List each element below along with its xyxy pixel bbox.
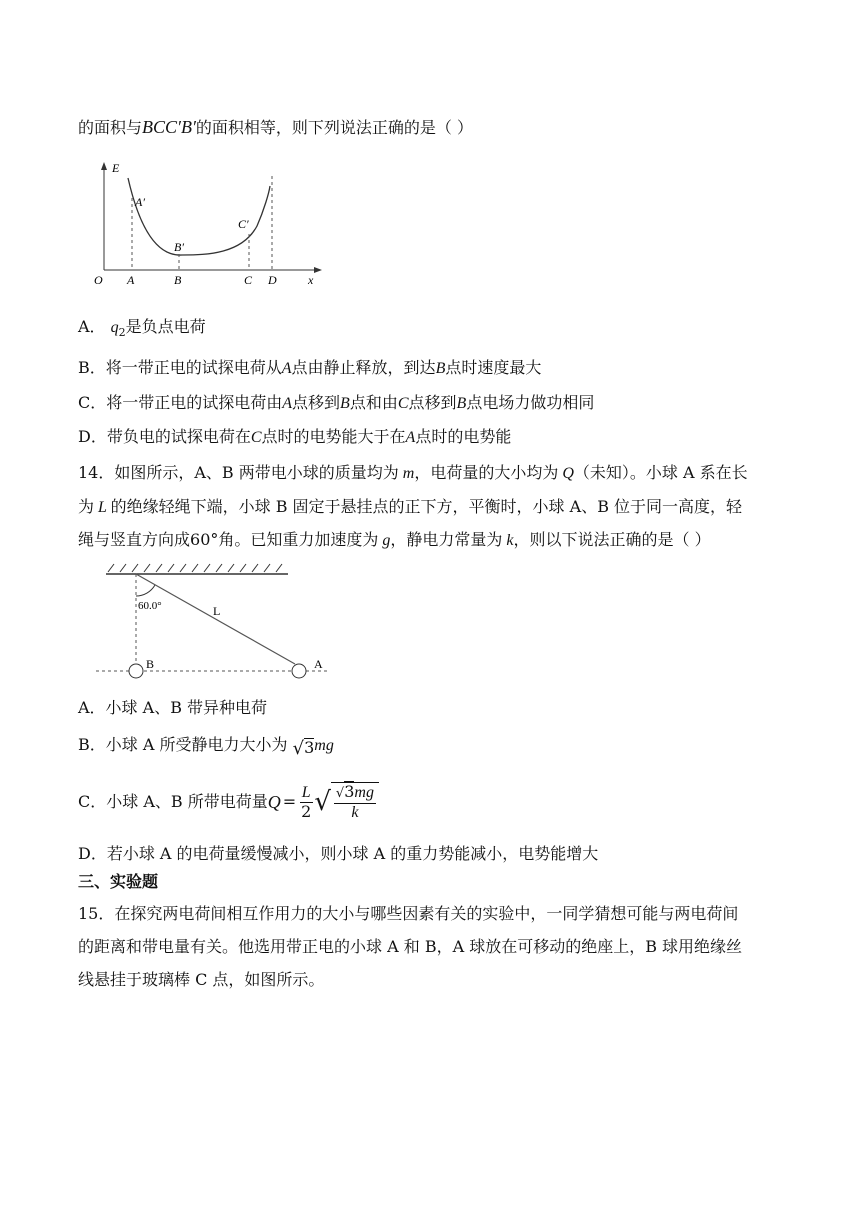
graph-x-axis-label: x [308,273,314,287]
graph-curve [128,178,270,255]
q13-option-a: A． $q_2$是负点电荷 [78,317,206,340]
graph-tick-a: A [127,273,135,287]
sqrt-fraction: √ √3mg k [314,782,379,822]
angle-label: 60.0° [138,600,162,612]
q14-option-b: B．小球 A 所受静电力大小为 √ 3 mg [78,735,334,759]
section-title: 三、实验题 [78,872,159,891]
graph-tick-c: C [244,273,253,287]
q14-stem-line-1: 14．如图所示，A、B 两带电小球的质量均为 m，电荷量的大小均为 Q（未知）。小球 A 系在长 [78,463,748,482]
graph-y-axis-label: E [112,161,120,175]
graph-point-b-prime: B′ [174,240,184,254]
ball-a-label: A [314,657,323,671]
q13-option-d: D．带负电的试探电荷在C点时的电势能大于在A点时的电势能 [78,427,512,446]
q13-stem: 的面积与BCC′B′的面积相等，则下列说法正确的是（ ） [78,117,473,137]
rope-label: L [213,604,221,618]
q13-stem-symbol: BCC′B′ [142,117,196,137]
q13-option-c: C．将一带正电的试探电荷由A点移到B点和由C点移到B点电场力做功相同 [78,393,595,412]
q14-option-c: C．小球 A、B 所带电荷量 Q = $\frac{L}{2}$ √ √3mg k [78,778,379,826]
q14-option-a: A．小球 A、B 带异种电荷 [78,698,268,717]
sqrt-expression: √ 3 [292,738,315,759]
q14-pendulum-figure [96,560,332,684]
q15-line-2: 的距离和带电量有关。他选用带正电的小球 A 和 B，A 球放在可移动的绝座上，B 球用绝缘丝 [78,937,743,956]
ball-b [129,664,143,678]
ball-b-label: B [146,657,155,671]
graph-tick-d: D [268,273,277,287]
q14-stem-line-2: 为 L 的绝缘轻绳下端，小球 B 固定于悬挂点的正下方，平衡时，小球 A、B 位于同一高度，轻 [78,497,743,516]
fraction-l-over-2: $\frac{L}{2}$ [301,783,312,821]
q13-option-b: B．将一带正电的试探电荷从A点由静止释放，到达B点时速度最大 [78,358,542,377]
graph-origin-label: O [94,273,103,287]
ball-a [292,664,306,678]
graph-point-c-prime: C′ [238,217,249,231]
q14-option-d: D．若小球 A 的电荷量缓慢减小，则小球 A 的重力势能减小，电势能增大 [78,844,599,863]
graph-point-a-prime: A′ [135,195,145,209]
graph-tick-b: B [174,273,182,287]
q15-line-1: 15．在探究两电荷间相互作用力的大小与哪些因素有关的实验中，一同学猜想可能与两电荷间 [78,904,739,923]
q13-energy-graph [92,158,324,290]
q14-stem-line-3: 绳与竖直方向成60°角。已知重力加速度为 g，静电力常量为 k，则以下说法正确的是（ ） [78,530,711,549]
q15-line-3: 线悬挂于玻璃棒 C 点，如图所示。 [78,970,325,989]
